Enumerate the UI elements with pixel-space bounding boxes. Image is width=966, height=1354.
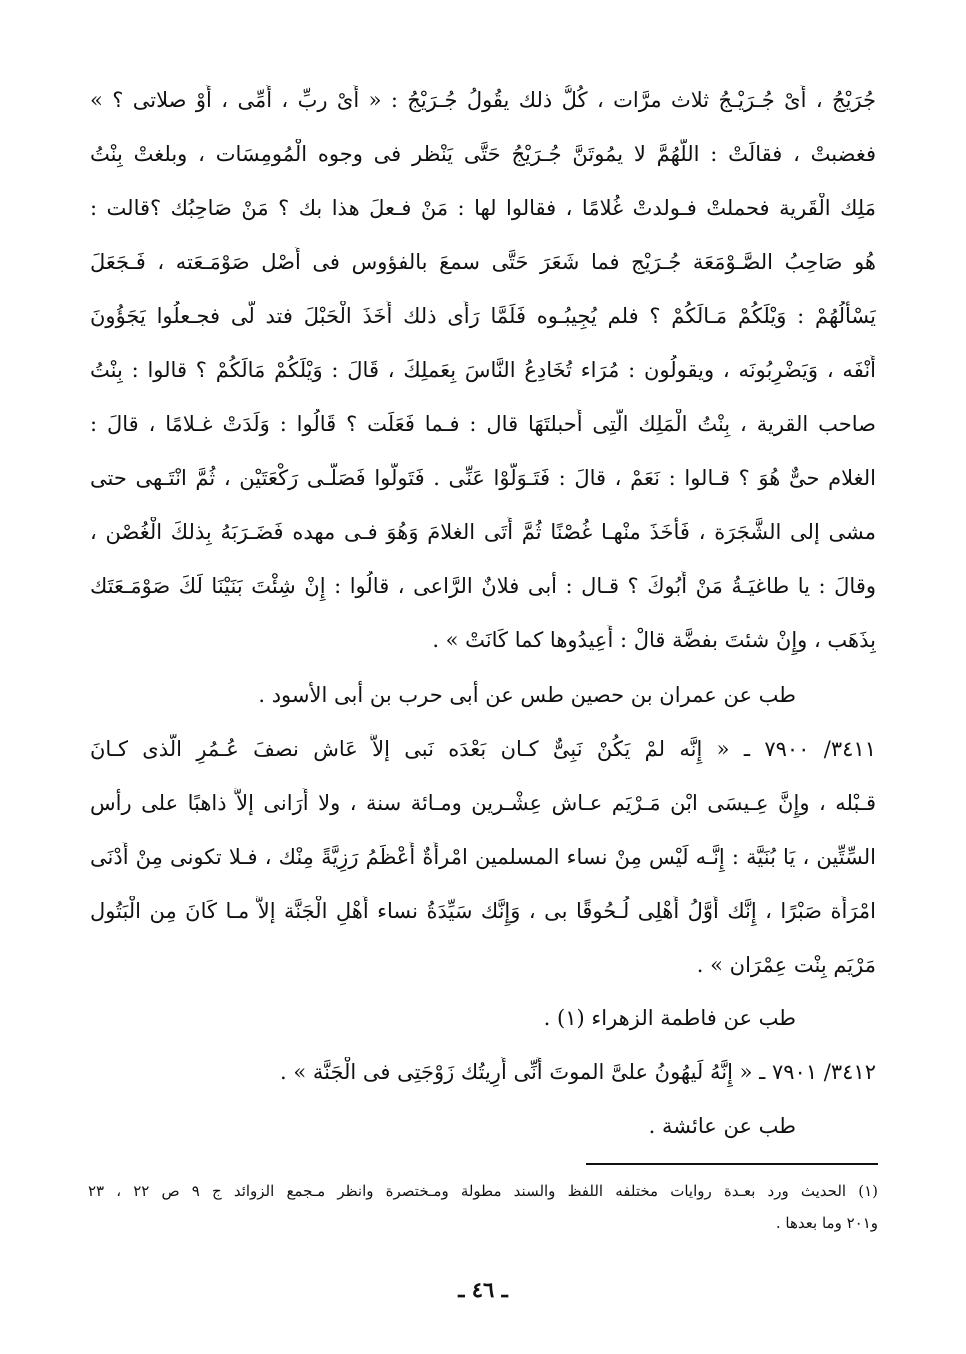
source-citation: طب عن فاطمة الزهراء (١) . (543, 1006, 796, 1030)
text-line: مَلِك الْقَرية فحملتْ فـولدتْ غُلامًا ، فقالوا لها : مَنْ فـعلَ هذا بك ؟ مَنْ صَاحِبُك ؟قالت : (90, 196, 876, 220)
hadith-line: ٣٤١٢/ ٧٩٠١ ـ « إِنَّهُ لَيهُونُ علىَّ الموتَ أَنِّى أُرِيتُك زَوْجَتِى فى الْجَنَّة » . (280, 1060, 876, 1084)
text-line: مشى إلى الشَّجَرَة ، فَأَخَذَ منْهـا غُصْنًا ثُمَّ أَتَى الغلامَ وَهُوَ فـى مهده فَضَـرَبَهُ بِذلكَ الْغُصْن ، (90, 520, 876, 544)
footnote-line: (١) الحديث ورد بعـدة روايات مختلفه اللفظ والسند مطولة ومـختصرة وانظر مـجمع الزوائد ج ٩ ص ٢٢ ، ٢٣ (88, 1182, 878, 1200)
text-line: فغضبتْ ، فقالَتْ : اللَّهُمَّ لا يمُوتَنَّ جُـرَيْجُ حَتَّى يَنْظر فى وجوه الْمُومِسَات ، وبلغتْ بِنْتُ (90, 142, 876, 166)
hadith-line: ٣٤١١/ ٧٩٠٠ ـ « إِنَّه لمْ يَكُنْ نَبِىٌّ كـان بَعْدَه نَبى إلاَّ عَاش نصفَ عُـمُرِ الَّذى كـانَ (90, 737, 876, 761)
text-line: هُو صَاحِبُ الصَّـوْمَعَة جُـرَيْج فما شَعَرَ حَتَّى سمعَ بالفؤوس فى أَصْل صَوْمَـعَته ، فَـجَعَلَ (90, 250, 876, 274)
text-line: أَنْفَه ، وَيَضْرِبُونَه ، ويقولُون : مُرَاء تُخَادِعُ النَّاسَ بِعَملِكَ ، قَالَ : وَيْلَكُمْ مَالَكُمْ ؟ قالوا : بِنْتُ (90, 358, 876, 382)
text-line: وقالَ : يا طاغيَـةُ مَنْ أَبُوكَ ؟ قـال : أبى فلانٌ الرَّاعى ، قالُوا : إِنْ شِئْتَ بَنَيْنَا لَكَ صَوْمَـعَتَك (90, 574, 876, 598)
hadith-line: امْرَأَة صَبْرًا ، إِنَّك أَوَّلُ أَهْلِى لُـحُوقًا بى ، وَإِنَّك سَيِّدَةُ نساء أَهْلِ الْجَنَّة إلاَّ مـا كَانَ مِن الْبَتُول (90, 899, 876, 923)
text-line: صاحب القرية ، بِنْتُ الْمَلِك الَّتِى أَحبلتَهَا قال : فـما فَعَلَت ؟ قَالُوا : وَلَدَتْ غـلامًا ، قالَ : (90, 412, 876, 436)
source-citation: طب عن عمران بن حصين طس عن أبى حرب بن أبى الأسود . (258, 683, 796, 707)
hadith-line: السِّتِّين ، يَا بُنَيَّة : إِنَّـه لَيْس مِنْ نساء المسلمين امْرأَةٌ أَعْظَمُ رَزِيَّةً مِنْك ، فـلا تكونى مِنْ أَدْنَى (90, 845, 876, 869)
text-line: الغلام حىٌّ هُوَ ؟ قـالوا : نَعَمْ ، قالَ : فَتَـوَلَّوْا عَنِّى . فَتَولَّوا فَصَلَّـى رَكْعَتَيْن ، ثُمَّ انْتَـهى حتى (90, 466, 876, 490)
hadith-line: مَرْيَم بِنْت عِمْرَان » . (696, 953, 876, 977)
hadith-line: قـبْله ، وإِنَّ عِـيسَى ابْن مَـرْيَم عـاش عِشْـرين ومـائة سنة ، ولا أُرَانى إلاَّ ذاهبًا على رأس (90, 791, 876, 815)
footnote-divider (586, 1163, 878, 1165)
text-line: يَسْأَلُهُمْ : وَيْلَكُمْ مَـالَكُمْ ؟ فلم يُجِيبُـوه فَلَمَّا رَأَى ذلك أَخَذَ الْحَبْلَ فتد لَّى فجـعلُوا يَجَؤُونَ (90, 304, 876, 328)
text-line: بِذَهَب ، وإِنْ شئتَ بفضَّة قالْ : أَعِيدُوها كما كَانَتْ » . (432, 628, 876, 652)
text-line: جُرَيْجُ ، أَىْ جُـرَيْـجُ ثلاث مرَّات ، كُلُّ ذلك يقُولُ جُـرَيْجُ : « أَىْ ربِّ ، أُمِّى ، أَوْ صلاتى ؟ » (90, 88, 876, 112)
page-number: ـ ٤٦ ـ (458, 1277, 508, 1302)
footnote-line: و٢٠١ وما بعدها . (775, 1214, 878, 1232)
source-citation: طب عن عائشة . (648, 1114, 796, 1138)
